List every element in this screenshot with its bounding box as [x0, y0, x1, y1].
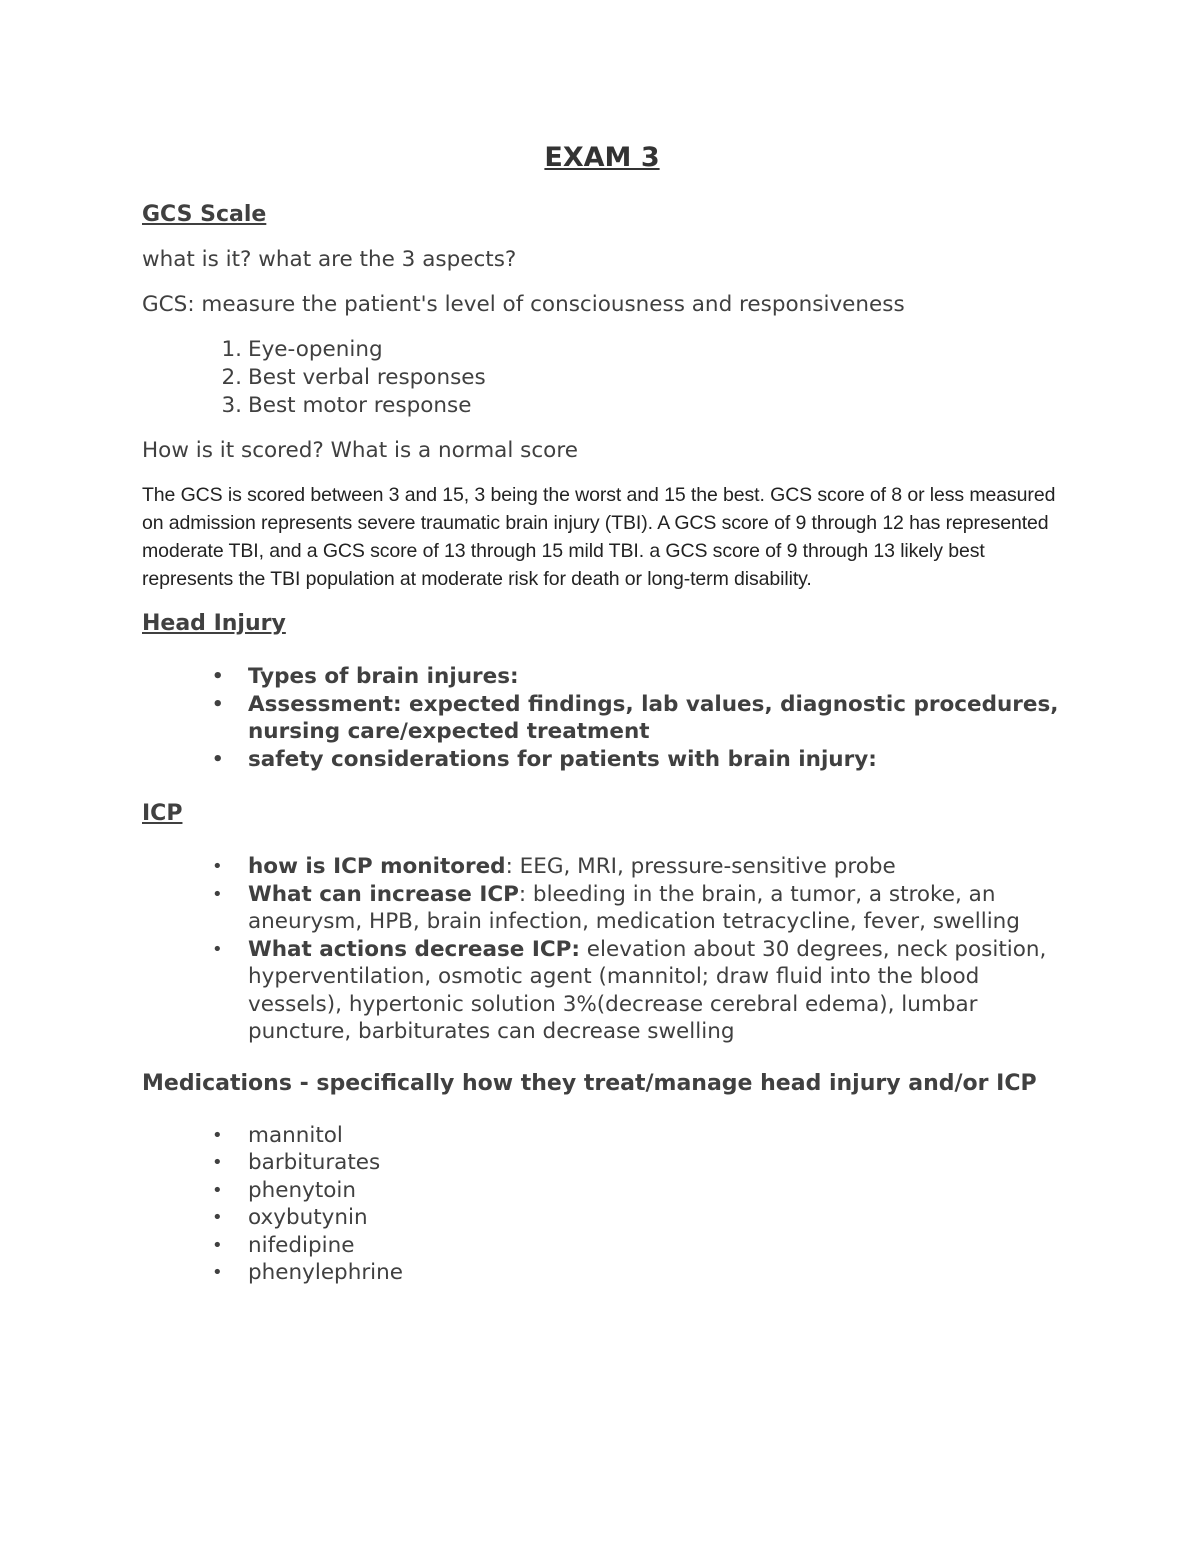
gcs-heading: GCS Scale — [142, 202, 267, 227]
list-item: • Assessment: expected findings, lab values, diagnostic procedures, nursing care/expected treatment — [212, 691, 1059, 744]
list-item: • nifedipine — [212, 1232, 355, 1258]
gcs-definition: GCS: measure the patient's level of consciousness and responsiveness — [142, 292, 905, 317]
document-page — [142, 140, 1062, 1287]
list-item: • mannitol — [212, 1122, 343, 1148]
list-item: • What can increase ICP: bleeding in the brain, a tumor, a stroke, an aneurysm, HPB, brain infection, medication tetracycline, fever, swelling — [212, 881, 1020, 934]
list-item: 2. Best verbal responses — [221, 365, 486, 390]
list-item: • safety considerations for patients with brain injury: — [212, 746, 877, 772]
list-item: • oxybutynin — [212, 1205, 368, 1230]
medications-heading: Medications - specifically how they treat/manage head injury and/or ICP — [142, 1070, 1037, 1096]
icp-list — [142, 853, 1062, 1046]
list-item: • Types of brain injures: — [212, 664, 519, 689]
gcs-question-1: what is it? what are the 3 aspects? — [142, 247, 517, 272]
gcs-scoring-paragraph: The GCS is scored between 3 and 15, 3 being the worst and 15 the best. GCS score of 8 or less measured on admission represents severe traumatic brain injury (TBI). A GCS score of 9 through 12 has represented moderate TBI, and a GCS score of 13 through 15 mild TBI. a GCS score of 9 through 13 likely best represents the TBI population at moderate risk for death or long-term disability. — [142, 484, 1056, 590]
list-item: • phenylephrine — [212, 1260, 403, 1285]
list-item: 1. Eye-opening — [221, 337, 383, 362]
head-injury-heading: Head Injury — [142, 611, 286, 636]
list-item: 3. Best motor response — [221, 393, 472, 418]
list-item: • how is ICP monitored: EEG, MRI, pressure-sensitive probe — [212, 854, 896, 879]
page-title: EXAM 3 — [544, 142, 660, 173]
medications-list — [142, 1122, 1062, 1287]
icp-heading: ICP — [142, 801, 183, 826]
gcs-aspects-list — [142, 336, 1062, 420]
list-item: • phenytoin — [212, 1177, 357, 1203]
gcs-question-2: How is it scored? What is a normal score — [142, 438, 578, 463]
head-injury-list — [142, 663, 1062, 773]
list-item: • barbiturates — [212, 1150, 381, 1175]
list-item: • What actions decrease ICP: elevation about 30 degrees, neck position, hyperventilation, osmotic agent (mannitol; draw fluid into the blood vessels), hypertonic solution 3%(decrease cerebral edema), lumbar puncture, barbiturates can decrease swelling — [212, 936, 1047, 1044]
